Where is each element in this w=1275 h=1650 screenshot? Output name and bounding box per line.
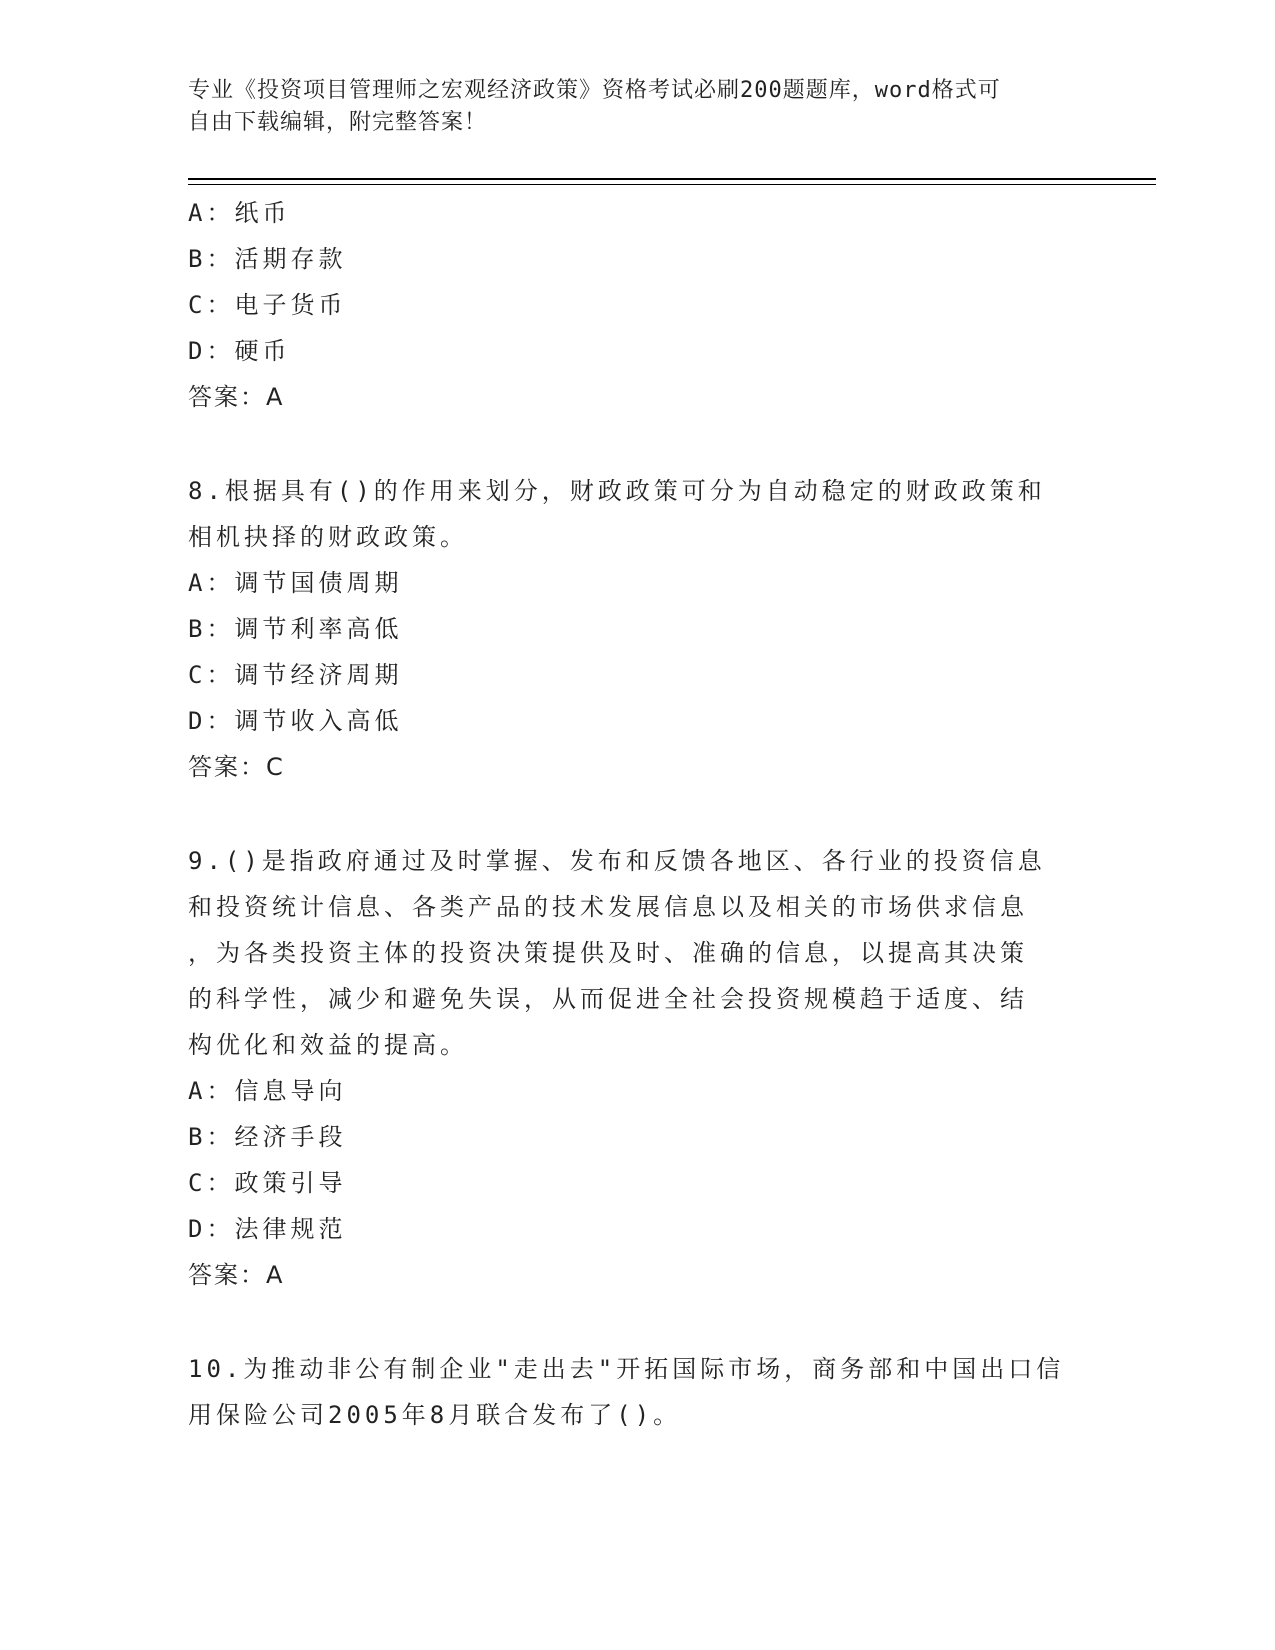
question-text-line: 相机抉择的财政政策。: [188, 523, 468, 551]
option-b: B：活期存款: [188, 245, 347, 273]
option-a: A：调节国债周期: [188, 569, 403, 597]
header-line-2: 自由下载编辑，附完整答案！: [188, 110, 488, 135]
question-9: [188, 838, 1088, 1298]
option-a: A：信息导向: [188, 1077, 347, 1105]
option-d: D：法律规范: [188, 1215, 347, 1243]
question-7: [188, 190, 1088, 420]
question-text-line: 构优化和效益的提高。: [188, 1031, 468, 1059]
document-header: [188, 75, 1068, 139]
question-text-line: 用保险公司2005年8月联合发布了()。: [188, 1401, 682, 1429]
header-rule-thick: [188, 178, 1156, 180]
question-text-line: 9.()是指政府通过及时掌握、发布和反馈各地区、各行业的投资信息: [188, 847, 1046, 875]
answer: 答案：A: [188, 1261, 285, 1289]
question-text-line: ，为各类投资主体的投资决策提供及时、准确的信息，以提高其决策: [188, 939, 1028, 967]
option-b: B：调节利率高低: [188, 615, 403, 643]
option-d: D：调节收入高低: [188, 707, 403, 735]
question-text-line: 和投资统计信息、各类产品的技术发展信息以及相关的市场供求信息: [188, 893, 1028, 921]
question-8: [188, 468, 1088, 790]
option-b: B：经济手段: [188, 1123, 347, 1151]
question-10: [188, 1346, 1088, 1438]
option-a: A：纸币: [188, 199, 291, 227]
question-text-line: 10.为推动非公有制企业"走出去"开拓国际市场，商务部和中国出口信: [188, 1355, 1065, 1383]
header-rule-thin: [188, 184, 1156, 185]
header-line-1: 专业《投资项目管理师之宏观经济政策》资格考试必刷200题题库，word格式可: [188, 78, 1001, 103]
answer: 答案：A: [188, 383, 285, 411]
question-text-line: 的科学性，减少和避免失误，从而促进全社会投资规模趋于适度、结: [188, 985, 1028, 1013]
option-c: C：电子货币: [188, 291, 347, 319]
document-body: [188, 190, 1088, 1438]
answer: 答案：C: [188, 753, 285, 781]
question-text-line: 8.根据具有()的作用来划分，财政政策可分为自动稳定的财政政策和: [188, 477, 1046, 505]
option-c: C：调节经济周期: [188, 661, 403, 689]
option-c: C：政策引导: [188, 1169, 347, 1197]
option-d: D：硬币: [188, 337, 291, 365]
